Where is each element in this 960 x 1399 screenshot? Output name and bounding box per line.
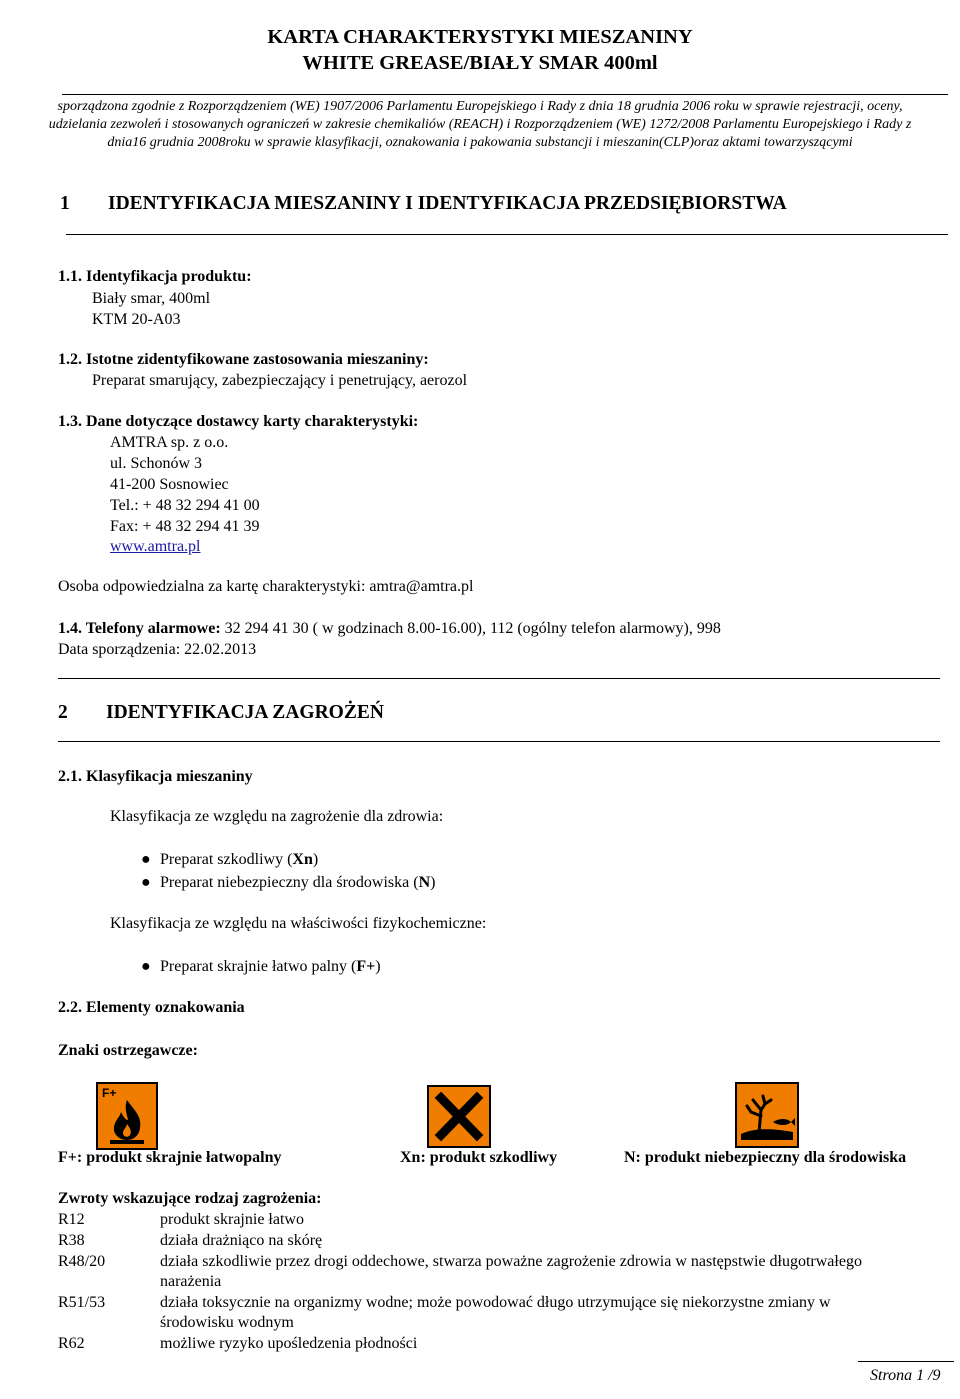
r-phrase-text: narażenia (160, 1273, 222, 1290)
bullet-icon: ● (141, 851, 151, 868)
list-item-text: Preparat szkodliwy ( (160, 851, 293, 868)
document-title-line2: WHITE GREASE/BIAŁY SMAR 400ml (302, 52, 658, 74)
pictogram-caption: N: produkt niebezpieczny dla środowiska (624, 1149, 907, 1166)
subsection-1-2-heading: 1.2. Istotne zidentyfikowane zastosowania mieszaniny: (58, 351, 429, 368)
r-phrase-text: działa drażniąco na skórę (160, 1232, 323, 1249)
pictogram-caption: F+: produkt skrajnie łatwopalny (58, 1149, 282, 1166)
subsection-1-4 (58, 620, 721, 638)
r-phrase-text: środowisku wodnym (160, 1314, 294, 1331)
page-number: Strona 1 /9 (870, 1367, 941, 1384)
cross-icon (427, 1085, 491, 1148)
subsection-1-3-heading: 1.3. Dane dotyczące dostawcy karty charakterystyki: (58, 413, 419, 430)
r-phrase-text: możliwe ryzyko upośledzenia płodności (160, 1335, 418, 1352)
subsection-1-4-heading: 1.4. Telefony alarmowe: (58, 620, 221, 637)
list-item (141, 958, 381, 976)
physchem-classification-label: Klasyfikacja ze względu na właściwości fizykochemiczne: (110, 915, 487, 932)
product-name: Biały smar, 400ml (92, 290, 211, 307)
r-phrase-code: R62 (58, 1335, 85, 1352)
hazard-code: Xn (292, 851, 313, 868)
emergency-phones: 32 294 41 30 ( w godzinach 8.00-16.00), 112 (ogólny telefon alarmowy), 998 (224, 620, 721, 637)
warning-signs-label: Znaki ostrzegawcze: (58, 1042, 198, 1059)
r-phrase-text: działa szkodliwie przez drogi oddechowe, stwarza poważne zagrożenie zdrowia w następstwie długotrwałego (160, 1253, 862, 1270)
section-number: 1 (60, 193, 70, 214)
list-item-text: ) (375, 958, 381, 975)
preparation-date: Data sporządzenia: 22.02.2013 (58, 641, 257, 658)
document-title-line1: KARTA CHARAKTERYSTYKI MIESZANINY (267, 26, 693, 48)
health-classification-label: Klasyfikacja ze względu na zagrożenie dla zdrowia: (110, 808, 444, 825)
product-code: KTM 20-A03 (92, 311, 181, 328)
regulation-line: udzielania zezwoleń i stosowanych ograniczeń w zakresie chemikaliów (REACH) i Rozporządzeniem (WE) 1272/2008 Parlamentu Europejskiego i Rady z (48, 117, 912, 132)
supplier-street: ul. Schonów 3 (110, 455, 202, 472)
hazard-code: N (418, 874, 431, 891)
section-rule (58, 678, 940, 679)
r-phrase-code: R38 (58, 1232, 85, 1249)
r-phrases-heading: Zwroty wskazujące rodzaj zagrożenia: (58, 1190, 322, 1207)
pictogram-caption: Xn: produkt szkodliwy (400, 1149, 558, 1166)
list-item (141, 851, 319, 869)
bullet-icon: ● (141, 958, 151, 975)
header-rule (62, 94, 948, 95)
section-1-heading (60, 193, 787, 215)
list-item-text: Preparat niebezpieczny dla środowiska ( (160, 874, 419, 891)
bullet-icon: ● (141, 874, 151, 891)
r-phrase-code: R48/20 (58, 1253, 106, 1270)
footer-rule (858, 1361, 954, 1362)
section-rule (58, 741, 940, 742)
r-phrase-text: działa toksycznie na organizmy wodne; może powodować długo utrzymujące się niekorzystne zmiany w (160, 1294, 831, 1311)
list-item (141, 874, 436, 892)
section-rule (66, 234, 948, 235)
supplier-fax: Fax: + 48 32 294 41 39 (110, 518, 260, 535)
r-phrase-text: produkt skrajnie łatwo (160, 1211, 304, 1228)
list-item-text: ) (430, 874, 436, 891)
section-2-heading (58, 702, 384, 724)
supplier-phone: Tel.: + 48 32 294 41 00 (110, 497, 260, 514)
subsection-1-1-heading: 1.1. Identyfikacja produktu: (58, 268, 252, 285)
r-phrase-code: R51/53 (58, 1294, 106, 1311)
product-use: Preparat smarujący, zabezpieczający i penetrujący, aerozol (92, 372, 468, 389)
subsection-2-1-heading: 2.1. Klasyfikacja mieszaniny (58, 768, 253, 785)
flame-icon (96, 1082, 158, 1150)
section-number: 2 (58, 702, 68, 723)
list-item-text: Preparat skrajnie łatwo palny ( (160, 958, 357, 975)
supplier-website-link[interactable]: www.amtra.pl (110, 538, 201, 555)
r-phrase-code: R12 (58, 1211, 85, 1228)
dead-tree-fish-icon (735, 1082, 799, 1148)
list-item-text: ) (312, 851, 319, 868)
pictogram-corner-label: F+ (102, 1086, 117, 1100)
responsible-person: Osoba odpowiedzialna za kartę charakterystyki: amtra@amtra.pl (58, 578, 474, 595)
regulation-line: sporządzona zgodnie z Rozporządzeniem (WE) 1907/2006 Parlamentu Europejskiego i Rady z dnia 18 grudnia 2006 roku w sprawie rejestracji, oceny, (57, 99, 903, 114)
subsection-2-2-heading: 2.2. Elementy oznakowania (58, 999, 245, 1016)
hazard-code: F+ (356, 958, 376, 975)
regulation-line: dnia16 grudnia 2008roku w sprawie klasyfikacji, oznakowania i pakowania substancji i mieszanin(CLP)oraz aktami towarzyszącymi (107, 135, 853, 150)
section-title: IDENTYFIKACJA MIESZANINY I IDENTYFIKACJA PRZEDSIĘBIORSTWA (108, 193, 787, 214)
section-title: IDENTYFIKACJA ZAGROŻEŃ (106, 702, 384, 723)
supplier-name: AMTRA sp. z o.o. (110, 434, 229, 451)
supplier-city: 41-200 Sosnowiec (110, 476, 229, 493)
